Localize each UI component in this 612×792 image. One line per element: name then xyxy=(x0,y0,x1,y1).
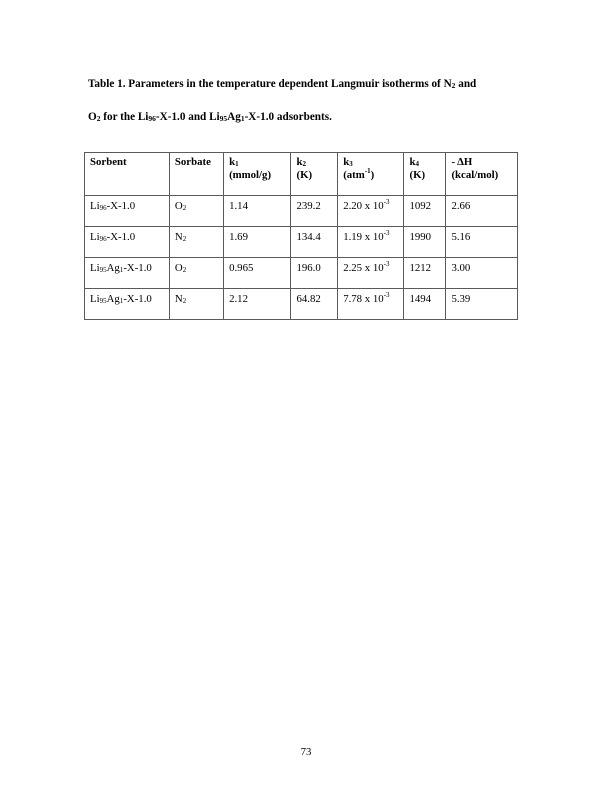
header-k2 xyxy=(291,153,338,196)
caption-subscript: 2 xyxy=(451,81,456,90)
cell-text: O xyxy=(174,262,183,274)
header-unit: (K) xyxy=(296,169,313,181)
cell-delta-h: 5.39 xyxy=(446,289,518,320)
cell-text: -X-1.0 xyxy=(106,200,136,212)
cell-delta-h: 5.16 xyxy=(446,227,518,258)
cell-k1: 2.12 xyxy=(224,289,291,320)
caption-text: and xyxy=(455,78,477,90)
header-label: k xyxy=(343,156,350,168)
table-header-row xyxy=(85,153,518,196)
header-delta-h xyxy=(446,153,518,196)
cell-text: 7.78 x 10 xyxy=(343,293,384,305)
cell-text: 2.25 x 10 xyxy=(343,262,384,274)
caption-text: -X-1.0 and Li xyxy=(155,111,220,123)
table-row xyxy=(85,227,518,258)
cell-subscript: 1 xyxy=(119,297,124,305)
header-k1 xyxy=(224,153,291,196)
cell-text: Ag xyxy=(106,262,120,274)
header-subscript: 2 xyxy=(302,160,306,168)
caption-text: -X-1.0 adsorbents. xyxy=(244,111,332,123)
cell-k2: 134.4 xyxy=(291,227,338,258)
cell-k3 xyxy=(338,227,404,258)
table-row xyxy=(85,196,518,227)
cell-exponent: -3 xyxy=(383,260,390,268)
cell-text: Li xyxy=(90,262,100,274)
header-unit: (K) xyxy=(409,169,426,181)
cell-exponent: -3 xyxy=(383,291,390,299)
cell-k3 xyxy=(338,289,404,320)
header-subscript: 3 xyxy=(349,160,353,168)
header-superscript: -1 xyxy=(364,167,371,175)
cell-text: N xyxy=(174,293,183,305)
cell-k4: 1092 xyxy=(404,196,446,227)
cell-exponent: -3 xyxy=(383,198,390,206)
table-row xyxy=(85,258,518,289)
cell-k3 xyxy=(338,258,404,289)
caption-text: Ag xyxy=(227,111,241,123)
header-unit: (kcal/mol) xyxy=(451,169,499,181)
table-row xyxy=(85,289,518,320)
cell-k4: 1212 xyxy=(404,258,446,289)
header-k3 xyxy=(338,153,404,196)
cell-sorbate xyxy=(169,258,223,289)
caption-text: for the Li xyxy=(100,111,149,123)
cell-text: -X-1.0 xyxy=(106,231,136,243)
cell-sorbent xyxy=(85,289,170,320)
cell-text: Li xyxy=(90,231,100,243)
cell-text: -X-1.0 xyxy=(123,262,152,274)
header-sorbate xyxy=(169,153,223,196)
cell-subscript: 96 xyxy=(99,235,107,243)
caption-text: Table 1. Parameters in the temperature dependent Langmuir isotherms of N xyxy=(88,78,452,90)
cell-k1: 1.69 xyxy=(224,227,291,258)
header-unit: (atm xyxy=(343,169,365,181)
cell-sorbent xyxy=(85,196,170,227)
header-label: - ΔH xyxy=(451,156,473,168)
header-unit-end: ) xyxy=(370,169,375,181)
cell-text: -X-1.0 xyxy=(123,293,152,305)
cell-delta-h: 3.00 xyxy=(446,258,518,289)
cell-text: 2.20 x 10 xyxy=(343,200,384,212)
cell-exponent: -3 xyxy=(383,229,390,237)
cell-sorbent xyxy=(85,258,170,289)
caption-line-1 xyxy=(88,68,528,101)
cell-text: Ag xyxy=(106,293,120,305)
cell-k4: 1494 xyxy=(404,289,446,320)
page-number: 73 xyxy=(300,746,312,758)
cell-text: Li xyxy=(90,293,100,305)
cell-text: 1.19 x 10 xyxy=(343,231,384,243)
cell-subscript: 2 xyxy=(182,266,187,274)
caption-line-2 xyxy=(88,101,528,134)
cell-sorbate xyxy=(169,196,223,227)
caption-text: O xyxy=(88,111,97,123)
cell-k1: 0.965 xyxy=(224,258,291,289)
header-label: k xyxy=(409,156,416,168)
cell-text: Li xyxy=(90,200,100,212)
table-caption xyxy=(88,68,528,134)
header-subscript: 1 xyxy=(235,160,239,168)
cell-text: N xyxy=(174,231,183,243)
header-unit: (mmol/g) xyxy=(229,169,272,181)
cell-k2: 239.2 xyxy=(291,196,338,227)
cell-k3 xyxy=(338,196,404,227)
header-k4 xyxy=(404,153,446,196)
langmuir-parameters-table xyxy=(84,152,518,320)
cell-subscript: 2 xyxy=(182,297,187,305)
caption-subscript: 2 xyxy=(96,114,101,123)
cell-subscript: 96 xyxy=(99,204,107,212)
header-label: Sorbent xyxy=(90,156,127,168)
header-label: k xyxy=(296,156,303,168)
header-label: Sorbate xyxy=(174,156,211,168)
header-subscript: 4 xyxy=(415,160,419,168)
cell-delta-h: 2.66 xyxy=(446,196,518,227)
cell-sorbate xyxy=(169,289,223,320)
cell-text: O xyxy=(174,200,183,212)
header-sorbent xyxy=(85,153,170,196)
cell-k2: 196.0 xyxy=(291,258,338,289)
cell-sorbate xyxy=(169,227,223,258)
cell-k1: 1.14 xyxy=(224,196,291,227)
cell-k4: 1990 xyxy=(404,227,446,258)
cell-sorbent xyxy=(85,227,170,258)
cell-k2: 64.82 xyxy=(291,289,338,320)
caption-subscript: 95 xyxy=(219,114,228,123)
cell-subscript: 2 xyxy=(182,204,187,212)
header-label: k xyxy=(229,156,236,168)
cell-subscript: 1 xyxy=(119,266,124,274)
caption-subscript: 96 xyxy=(148,114,156,123)
caption-subscript: 1 xyxy=(240,114,245,123)
cell-subscript: 95 xyxy=(99,297,107,305)
cell-subscript: 2 xyxy=(182,235,187,243)
cell-subscript: 95 xyxy=(99,266,107,274)
